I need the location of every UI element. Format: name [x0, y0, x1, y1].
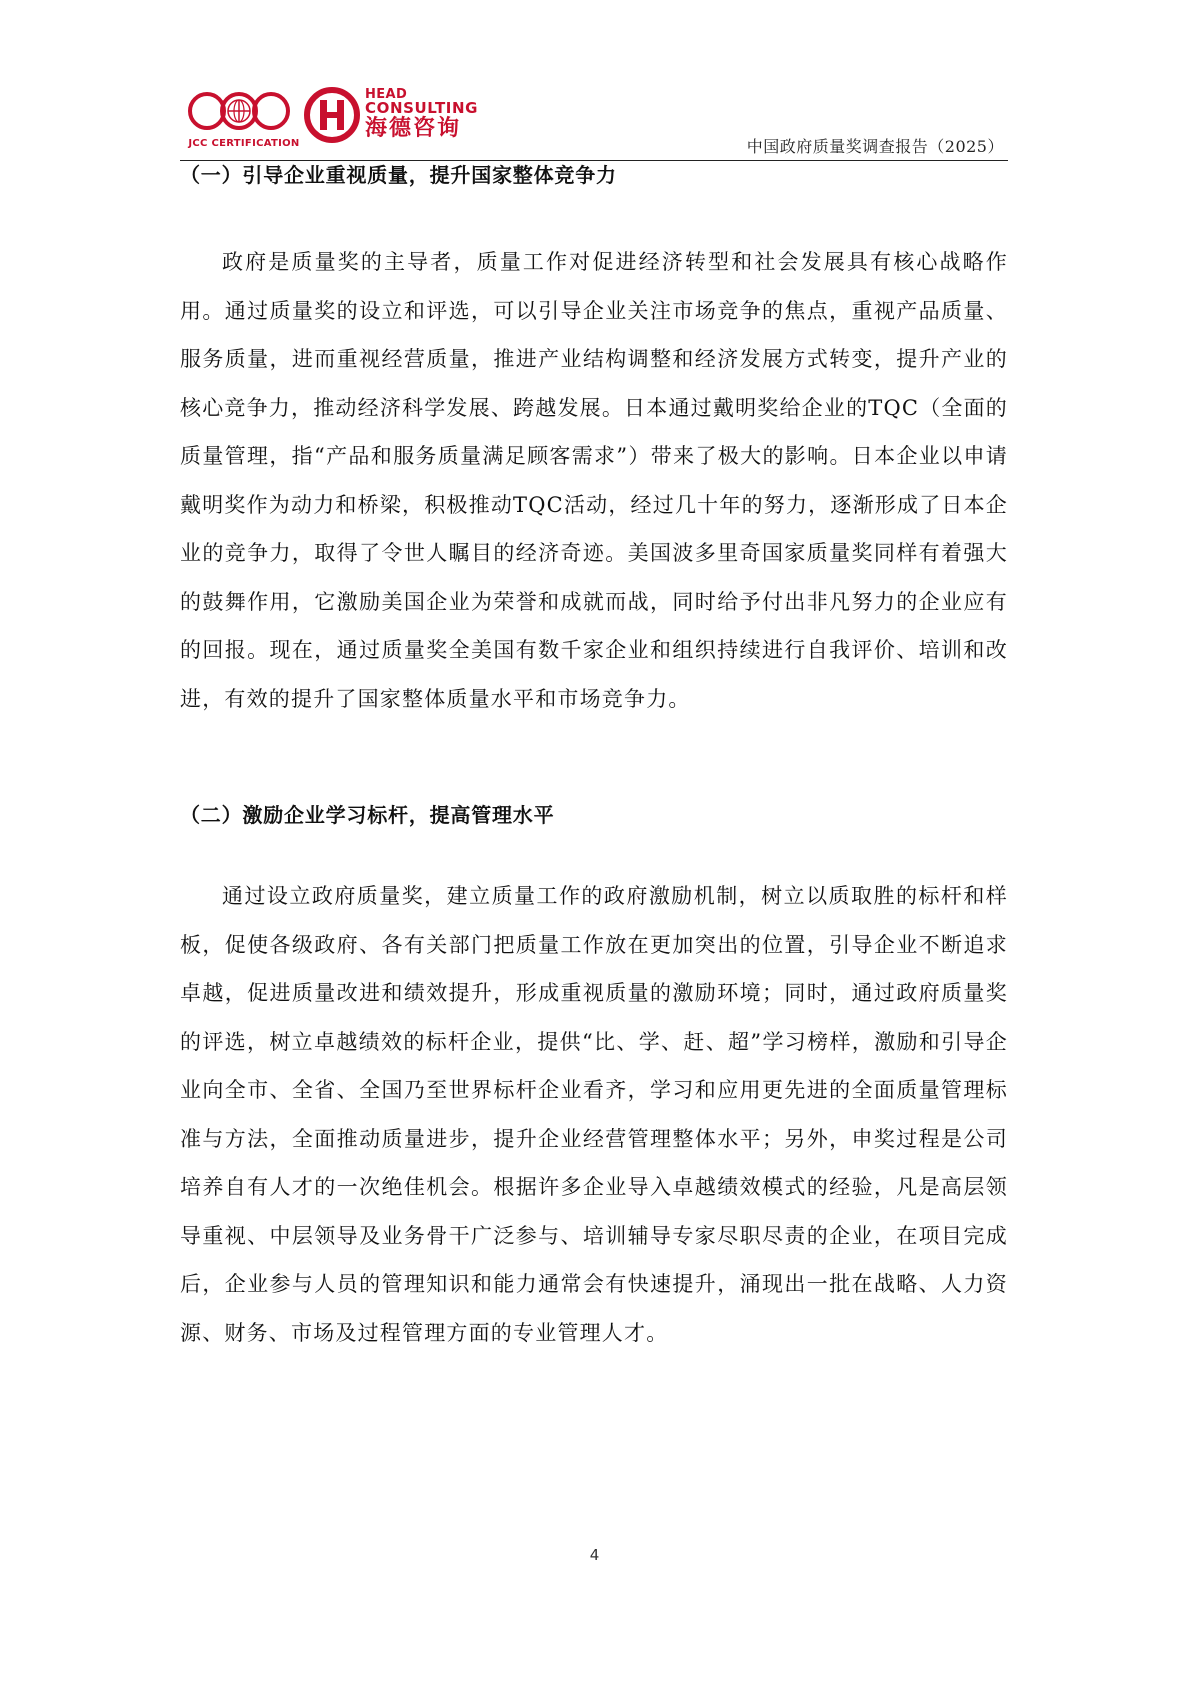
- section-paragraph-2: 通过设立政府质量奖，建立质量工作的政府激励机制，树立以质取胜的标杆和样板，促使各级政府、各有关部门把质量工作放在更加突出的位置，引导企业不断追求卓越，促进质量改进和绩效提升，形成重视质量的激励环境；同时，通过政府质量奖的评选，树立卓越绩效的标杆企业，提供“比、学、赶、超”学习榜样，激励和引导企业向全市、全省、全国乃至世界标杆企业看齐，学习和应用更先进的全面质量管理标准与方法，全面推动质量进步，提升企业经营管理整体水平；另外，申奖过程是公司培养自有人才的一次绝佳机会。根据许多企业导入卓越绩效模式的经验，凡是高层领导重视、中层领导及业务骨干广泛参与、培训辅导专家尽职尽责的企业，在项目完成后，企业参与人员的管理知识和能力通常会有快速提升，涌现出一批在战略、人力资源、财务、市场及过程管理方面的专业管理人才。: [180, 884, 1008, 1345]
- head-logo-cn: 海德咨询: [365, 116, 462, 141]
- jcc-logo-text: JCC CERTIFICATION: [188, 138, 300, 149]
- jcc-rings-icon: [188, 87, 290, 139]
- jcc-certification-logo: [188, 87, 300, 153]
- page-header: [180, 82, 1008, 161]
- section-paragraph-1: 政府是质量奖的主导者，质量工作对促进经济转型和社会发展具有核心战略作用。通过质量奖的设立和评选，可以引导企业关注市场竞争的焦点，重视产品质量、服务质量，进而重视经营质量，推进产业结构调整和经济发展方式转变，提升产业的核心竞争力，推动经济科学发展、跨越发展。日本通过戴明奖给企业的TQC（全面的质量管理，指“产品和服务质量满足顾客需求”）带来了极大的影响。日本企业以申请戴明奖作为动力和桥梁，积极推动TQC活动，经过几十年的努力，逐渐形成了日本企业的竞争力，取得了令世人瞩目的经济奇迹。美国波多里奇国家质量奖同样有着强大的鼓舞作用，它激励美国企业为荣誉和成就而战，同时给予付出非凡努力的企业应有的回报。现在，通过质量奖全美国有数千家企业和组织持续进行自我评价、培训和改进，有效的提升了国家整体质量水平和市场竞争力。: [180, 250, 1008, 711]
- head-logo-line2: CONSULTING: [365, 99, 479, 117]
- page-number: 4: [589, 1546, 600, 1564]
- head-consulting-logo: [303, 86, 478, 152]
- head-logo-line1: HEAD: [365, 87, 408, 102]
- head-consulting-h-icon: [303, 86, 361, 144]
- report-title: 中国政府质量奖调查报告（2025）: [746, 137, 1004, 156]
- section-heading-2: （二）激励企业学习标杆，提高管理水平: [180, 803, 555, 827]
- section-heading-1: （一）引导企业重视质量，提升国家整体竞争力: [180, 163, 617, 187]
